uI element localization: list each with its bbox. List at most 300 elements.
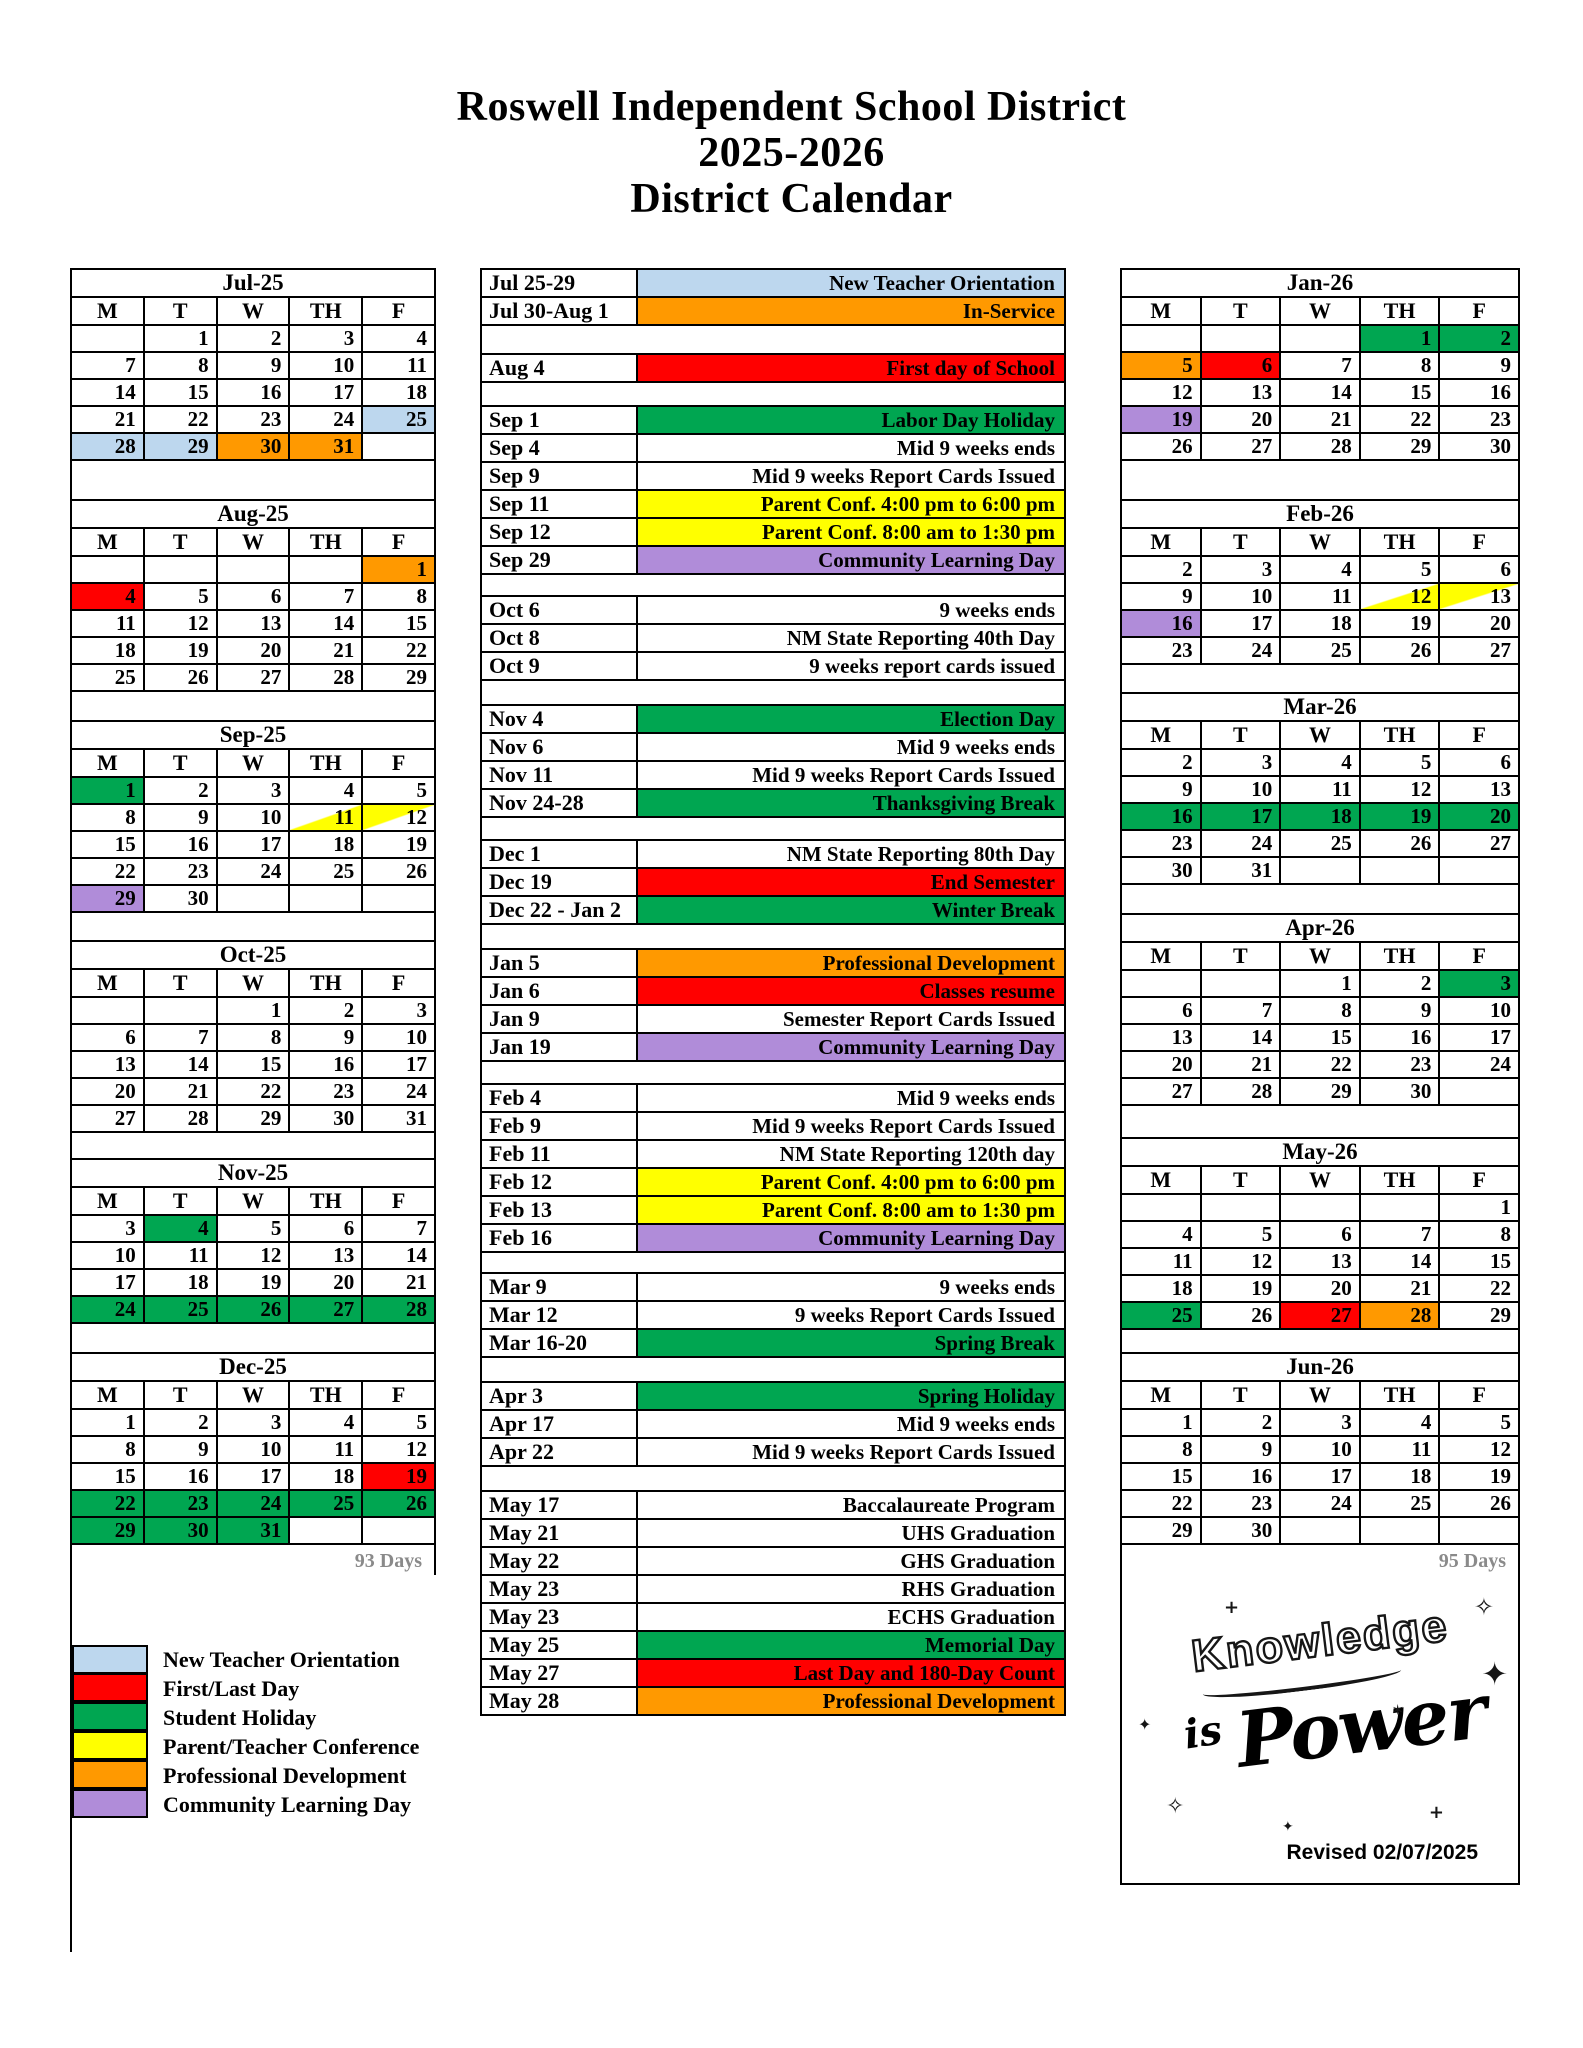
day-cell: 5 bbox=[1360, 749, 1440, 776]
sparkle-icon bbox=[1429, 1802, 1444, 1823]
day-cell: 24 bbox=[289, 406, 362, 433]
weekday-header: T bbox=[144, 749, 217, 777]
event-row bbox=[481, 1273, 1065, 1301]
sparkle-icon bbox=[1391, 1701, 1404, 1719]
day-cell: 25 bbox=[71, 664, 144, 691]
day-cell: 28 bbox=[1201, 1078, 1281, 1105]
day-cell: 25 bbox=[1121, 1302, 1201, 1329]
day-cell: 29 bbox=[1439, 1302, 1519, 1329]
page-title bbox=[0, 84, 1583, 223]
weekday-header: F bbox=[1439, 942, 1519, 970]
day-cell: 2 bbox=[289, 997, 362, 1024]
event-row bbox=[481, 733, 1065, 761]
event-label: Labor Day Holiday bbox=[637, 406, 1065, 434]
day-cell: 6 bbox=[1280, 1221, 1360, 1248]
event-label: Community Learning Day bbox=[637, 1224, 1065, 1252]
day-cell: 31 bbox=[217, 1517, 290, 1544]
week-row bbox=[1121, 1248, 1519, 1275]
day-cell: 15 bbox=[1121, 1463, 1201, 1490]
weekday-header: M bbox=[1121, 942, 1201, 970]
day-cell: 16 bbox=[289, 1051, 362, 1078]
day-cell: 7 bbox=[71, 352, 144, 379]
event-date: Feb 12 bbox=[481, 1168, 637, 1196]
day-cell: 7 bbox=[289, 583, 362, 610]
day-cell: 24 bbox=[1280, 1490, 1360, 1517]
day-cell: 19 bbox=[1201, 1275, 1281, 1302]
weekday-header: T bbox=[1201, 942, 1281, 970]
day-cell bbox=[1360, 857, 1440, 884]
month-apr-26 bbox=[1120, 913, 1520, 1106]
legend-item bbox=[72, 1645, 436, 1674]
weekday-header: T bbox=[1201, 1381, 1281, 1409]
day-cell: 19 bbox=[144, 637, 217, 664]
event-label: UHS Graduation bbox=[637, 1519, 1065, 1547]
weekday-header: M bbox=[1121, 297, 1201, 325]
month-title: Sep-25 bbox=[71, 721, 435, 749]
event-row bbox=[481, 1603, 1065, 1631]
day-cell: 27 bbox=[289, 1296, 362, 1323]
day-cell: 29 bbox=[217, 1105, 290, 1132]
month-may-26 bbox=[1120, 1137, 1520, 1330]
event-row bbox=[481, 705, 1065, 733]
title-line-district: Roswell Independent School District bbox=[456, 84, 1127, 130]
event-row bbox=[481, 652, 1065, 680]
legend-label: Community Learning Day bbox=[163, 1791, 412, 1817]
event-label: Community Learning Day bbox=[637, 1033, 1065, 1061]
day-cell: 26 bbox=[362, 858, 435, 885]
week-row bbox=[1121, 1194, 1519, 1221]
day-cell bbox=[71, 997, 144, 1024]
event-label: Professional Development bbox=[637, 949, 1065, 977]
day-cell: 26 bbox=[144, 664, 217, 691]
month-title: Oct-25 bbox=[71, 941, 435, 969]
day-cell: 6 bbox=[217, 583, 290, 610]
day-cell: 2 bbox=[1201, 1409, 1281, 1436]
event-group bbox=[480, 353, 1066, 383]
event-group bbox=[480, 405, 1066, 575]
day-cell: 18 bbox=[1121, 1275, 1201, 1302]
title-line-year: 2025-2026 bbox=[698, 130, 885, 177]
day-cell bbox=[362, 433, 435, 460]
day-cell: 1 bbox=[1360, 325, 1440, 352]
weekday-header: F bbox=[362, 297, 435, 325]
week-row bbox=[71, 997, 435, 1024]
day-cell: 21 bbox=[144, 1078, 217, 1105]
column-rail bbox=[70, 1133, 436, 1158]
column-rail bbox=[480, 1253, 1066, 1272]
week-row bbox=[1121, 803, 1519, 830]
weekday-header: TH bbox=[289, 1381, 362, 1409]
event-row bbox=[481, 868, 1065, 896]
legend-swatch bbox=[72, 1760, 148, 1789]
event-label: Baccalaureate Program bbox=[637, 1491, 1065, 1519]
day-cell: 18 bbox=[144, 1269, 217, 1296]
legend-swatch bbox=[72, 1789, 148, 1818]
sparkle-icon bbox=[1282, 1819, 1294, 1835]
day-cell: 13 bbox=[1121, 1024, 1201, 1051]
event-label: Mid 9 weeks ends bbox=[637, 1410, 1065, 1438]
day-cell: 30 bbox=[144, 1517, 217, 1544]
event-label: NM State Reporting 80th Day bbox=[637, 840, 1065, 868]
day-cell: 9 bbox=[1201, 1436, 1281, 1463]
week-row bbox=[1121, 1221, 1519, 1248]
event-row bbox=[481, 1631, 1065, 1659]
day-cell bbox=[71, 556, 144, 583]
legend-item bbox=[72, 1790, 436, 1819]
day-cell: 4 bbox=[289, 777, 362, 804]
event-row bbox=[481, 1301, 1065, 1329]
week-row bbox=[1121, 352, 1519, 379]
day-cell: 30 bbox=[1360, 1078, 1440, 1105]
day-cell: 21 bbox=[362, 1269, 435, 1296]
week-row bbox=[71, 777, 435, 804]
day-cell: 14 bbox=[1201, 1024, 1281, 1051]
day-cell: 9 bbox=[217, 352, 290, 379]
day-cell: 28 bbox=[71, 433, 144, 460]
day-cell: 11 bbox=[289, 1436, 362, 1463]
day-cell bbox=[289, 885, 362, 912]
day-cell: 5 bbox=[362, 777, 435, 804]
day-cell: 26 bbox=[1121, 433, 1201, 460]
week-row bbox=[1121, 325, 1519, 352]
event-date: Sep 12 bbox=[481, 518, 637, 546]
day-cell: 11 bbox=[71, 610, 144, 637]
day-cell: 9 bbox=[1360, 997, 1440, 1024]
event-label: Mid 9 weeks Report Cards Issued bbox=[637, 761, 1065, 789]
day-cell: 9 bbox=[1439, 352, 1519, 379]
graphic-word-power: Power bbox=[1231, 1666, 1491, 1785]
event-date: Feb 4 bbox=[481, 1084, 637, 1112]
day-cell: 23 bbox=[289, 1078, 362, 1105]
event-label: 9 weeks ends bbox=[637, 1273, 1065, 1301]
event-date: Oct 8 bbox=[481, 624, 637, 652]
day-cell: 18 bbox=[362, 379, 435, 406]
day-cell: 14 bbox=[144, 1051, 217, 1078]
day-cell: 2 bbox=[1439, 325, 1519, 352]
event-date: Apr 22 bbox=[481, 1438, 637, 1466]
weekday-header: F bbox=[1439, 528, 1519, 556]
event-label: Parent Conf. 8:00 am to 1:30 pm bbox=[637, 518, 1065, 546]
day-cell: 9 bbox=[144, 804, 217, 831]
weekday-header: F bbox=[1439, 721, 1519, 749]
day-cell: 2 bbox=[1121, 749, 1201, 776]
weekday-header: TH bbox=[1360, 942, 1440, 970]
month-jul-25 bbox=[70, 268, 436, 461]
legend-label: Professional Development bbox=[163, 1762, 407, 1788]
knowledge-is-power-graphic bbox=[1132, 1597, 1508, 1827]
event-label: Election Day bbox=[637, 705, 1065, 733]
week-row bbox=[1121, 1051, 1519, 1078]
weekday-header: M bbox=[71, 528, 144, 556]
day-cell bbox=[1439, 1517, 1519, 1544]
day-cell: 17 bbox=[1201, 803, 1281, 830]
event-row bbox=[481, 1140, 1065, 1168]
day-cell: 29 bbox=[71, 1517, 144, 1544]
day-cell: 30 bbox=[289, 1105, 362, 1132]
day-cell: 23 bbox=[1121, 637, 1201, 664]
weekday-header: W bbox=[1280, 528, 1360, 556]
day-cell: 27 bbox=[217, 664, 290, 691]
day-cell: 28 bbox=[144, 1105, 217, 1132]
week-row bbox=[71, 1463, 435, 1490]
day-cell: 12 bbox=[1121, 379, 1201, 406]
day-cell: 28 bbox=[1360, 1302, 1440, 1329]
weekday-header: T bbox=[144, 969, 217, 997]
sparkle-icon bbox=[1474, 1593, 1494, 1621]
month-jun-26 bbox=[1120, 1352, 1520, 1545]
event-label: In-Service bbox=[637, 297, 1065, 325]
column-rail bbox=[70, 913, 436, 940]
weekday-header: F bbox=[362, 1187, 435, 1215]
day-cell: 15 bbox=[71, 1463, 144, 1490]
day-cell: 8 bbox=[71, 804, 144, 831]
day-cell: 9 bbox=[289, 1024, 362, 1051]
day-cell: 7 bbox=[1280, 352, 1360, 379]
week-row bbox=[1121, 433, 1519, 460]
event-date: Mar 12 bbox=[481, 1301, 637, 1329]
event-row bbox=[481, 1196, 1065, 1224]
day-cell: 22 bbox=[71, 858, 144, 885]
weekday-header: T bbox=[1201, 1166, 1281, 1194]
day-cell: 20 bbox=[1201, 406, 1281, 433]
day-cell: 15 bbox=[217, 1051, 290, 1078]
event-date: Oct 6 bbox=[481, 596, 637, 624]
day-cell: 21 bbox=[289, 637, 362, 664]
week-row bbox=[1121, 406, 1519, 433]
weekday-header: M bbox=[1121, 721, 1201, 749]
week-row bbox=[1121, 1275, 1519, 1302]
day-cell: 4 bbox=[289, 1409, 362, 1436]
day-cell: 11 bbox=[1360, 1436, 1440, 1463]
day-cell: 8 bbox=[362, 583, 435, 610]
day-cell bbox=[1121, 325, 1201, 352]
day-cell: 1 bbox=[71, 1409, 144, 1436]
day-cell bbox=[362, 1517, 435, 1544]
day-cell: 10 bbox=[217, 804, 290, 831]
event-label: Parent Conf. 4:00 pm to 6:00 pm bbox=[637, 1168, 1065, 1196]
day-cell: 28 bbox=[1280, 433, 1360, 460]
day-cell: 13 bbox=[71, 1051, 144, 1078]
week-row bbox=[71, 1517, 435, 1544]
event-label: Mid 9 weeks Report Cards Issued bbox=[637, 462, 1065, 490]
day-cell: 5 bbox=[1439, 1409, 1519, 1436]
day-cell: 6 bbox=[1439, 556, 1519, 583]
event-label: Winter Break bbox=[637, 896, 1065, 924]
column-rail bbox=[70, 1324, 436, 1352]
event-date: Apr 3 bbox=[481, 1382, 637, 1410]
event-date: May 25 bbox=[481, 1631, 637, 1659]
event-date: May 21 bbox=[481, 1519, 637, 1547]
day-cell: 19 bbox=[217, 1269, 290, 1296]
day-cell: 15 bbox=[362, 610, 435, 637]
month-title: Aug-25 bbox=[71, 500, 435, 528]
weekday-header: M bbox=[1121, 1166, 1201, 1194]
weekday-header: W bbox=[217, 749, 290, 777]
month-sep-25 bbox=[70, 720, 436, 913]
event-label: 9 weeks ends bbox=[637, 596, 1065, 624]
day-cell: 6 bbox=[71, 1024, 144, 1051]
event-label: Spring Break bbox=[637, 1329, 1065, 1357]
column-rail bbox=[480, 383, 1066, 405]
day-cell: 6 bbox=[289, 1215, 362, 1242]
day-cell: 4 bbox=[362, 325, 435, 352]
weekday-header: W bbox=[217, 528, 290, 556]
day-cell: 14 bbox=[1280, 379, 1360, 406]
day-cell: 22 bbox=[1360, 406, 1440, 433]
event-row bbox=[481, 896, 1065, 924]
month-title: Dec-25 bbox=[71, 1353, 435, 1381]
day-cell: 19 bbox=[1121, 406, 1201, 433]
day-cell: 18 bbox=[1280, 610, 1360, 637]
day-cell: 20 bbox=[1439, 803, 1519, 830]
weekday-header: M bbox=[71, 1381, 144, 1409]
sparkle-icon bbox=[1224, 1597, 1239, 1618]
week-row bbox=[71, 664, 435, 691]
day-cell: 5 bbox=[1360, 556, 1440, 583]
day-cell: 12 bbox=[144, 610, 217, 637]
event-label: Parent Conf. 4:00 pm to 6:00 pm bbox=[637, 490, 1065, 518]
day-cell: 8 bbox=[1121, 1436, 1201, 1463]
week-row bbox=[71, 1242, 435, 1269]
week-row bbox=[71, 433, 435, 460]
event-row bbox=[481, 1410, 1065, 1438]
event-date: May 23 bbox=[481, 1575, 637, 1603]
month-title: Nov-25 bbox=[71, 1159, 435, 1187]
day-cell: 3 bbox=[289, 325, 362, 352]
event-row bbox=[481, 840, 1065, 868]
column-rail bbox=[480, 1467, 1066, 1490]
day-cell: 21 bbox=[1280, 406, 1360, 433]
event-label: ECHS Graduation bbox=[637, 1603, 1065, 1631]
week-row bbox=[1121, 1409, 1519, 1436]
event-label: 9 weeks Report Cards Issued bbox=[637, 1301, 1065, 1329]
week-row bbox=[71, 583, 435, 610]
day-cell: 12 bbox=[217, 1242, 290, 1269]
day-cell: 18 bbox=[289, 831, 362, 858]
day-cell: 3 bbox=[217, 1409, 290, 1436]
day-cell: 17 bbox=[217, 831, 290, 858]
day-cell bbox=[217, 885, 290, 912]
event-label: Thanksgiving Break bbox=[637, 789, 1065, 817]
event-date: Aug 4 bbox=[481, 354, 637, 382]
event-group bbox=[480, 268, 1066, 326]
weekday-header: TH bbox=[289, 1187, 362, 1215]
week-row bbox=[71, 406, 435, 433]
legend-swatch bbox=[72, 1645, 148, 1674]
day-cell: 10 bbox=[362, 1024, 435, 1051]
day-cell: 6 bbox=[1439, 749, 1519, 776]
legend-label: New Teacher Orientation bbox=[163, 1646, 400, 1672]
day-cell bbox=[1201, 1194, 1281, 1221]
event-row bbox=[481, 624, 1065, 652]
event-group bbox=[480, 839, 1066, 925]
day-cell: 5 bbox=[362, 1409, 435, 1436]
day-cell: 30 bbox=[1439, 433, 1519, 460]
event-date: Nov 11 bbox=[481, 761, 637, 789]
event-label: Mid 9 weeks ends bbox=[637, 434, 1065, 462]
weekday-header: F bbox=[1439, 1381, 1519, 1409]
month-title: Feb-26 bbox=[1121, 500, 1519, 528]
day-cell: 24 bbox=[71, 1296, 144, 1323]
day-cell: 20 bbox=[289, 1269, 362, 1296]
event-row bbox=[481, 596, 1065, 624]
day-cell bbox=[289, 1517, 362, 1544]
day-cell: 9 bbox=[1121, 583, 1201, 610]
day-cell: 24 bbox=[362, 1078, 435, 1105]
column-rail bbox=[480, 681, 1066, 704]
week-row bbox=[1121, 610, 1519, 637]
day-cell: 5 bbox=[1121, 352, 1201, 379]
day-cell: 14 bbox=[362, 1242, 435, 1269]
right-months-mount bbox=[1120, 268, 1520, 1545]
event-label: First day of School bbox=[637, 354, 1065, 382]
sparkle-icon bbox=[1166, 1794, 1184, 1819]
week-row bbox=[1121, 1024, 1519, 1051]
event-date: Sep 11 bbox=[481, 490, 637, 518]
event-row bbox=[481, 518, 1065, 546]
month-title: Jun-26 bbox=[1121, 1353, 1519, 1381]
day-cell: 23 bbox=[144, 858, 217, 885]
column-rail bbox=[480, 1062, 1066, 1083]
day-cell: 16 bbox=[1360, 1024, 1440, 1051]
day-cell: 22 bbox=[362, 637, 435, 664]
weekday-header: T bbox=[144, 1381, 217, 1409]
event-date: Nov 4 bbox=[481, 705, 637, 733]
day-cell: 23 bbox=[1439, 406, 1519, 433]
weekday-header: TH bbox=[1360, 1381, 1440, 1409]
event-row bbox=[481, 1033, 1065, 1061]
column-rail bbox=[480, 575, 1066, 595]
event-group bbox=[480, 704, 1066, 818]
week-row bbox=[1121, 1490, 1519, 1517]
graphic-word-is: is bbox=[1180, 1706, 1226, 1759]
event-date: Nov 24-28 bbox=[481, 789, 637, 817]
day-cell: 20 bbox=[217, 637, 290, 664]
day-cell: 30 bbox=[1121, 857, 1201, 884]
event-row bbox=[481, 977, 1065, 1005]
day-cell: 11 bbox=[362, 352, 435, 379]
event-date: Apr 17 bbox=[481, 1410, 637, 1438]
event-row bbox=[481, 490, 1065, 518]
day-cell: 23 bbox=[144, 1490, 217, 1517]
day-cell: 18 bbox=[289, 1463, 362, 1490]
weekday-header: T bbox=[144, 528, 217, 556]
event-row bbox=[481, 1382, 1065, 1410]
day-cell: 10 bbox=[217, 1436, 290, 1463]
day-cell bbox=[144, 997, 217, 1024]
event-row bbox=[481, 269, 1065, 297]
month-title: Jan-26 bbox=[1121, 269, 1519, 297]
month-aug-25 bbox=[70, 499, 436, 692]
weekday-header: M bbox=[1121, 528, 1201, 556]
day-cell: 16 bbox=[144, 1463, 217, 1490]
day-cell: 24 bbox=[1439, 1051, 1519, 1078]
graphic-word-knowledge: Knowledge bbox=[1188, 1599, 1452, 1682]
day-cell: 22 bbox=[217, 1078, 290, 1105]
day-cell: 4 bbox=[1360, 1409, 1440, 1436]
column-rail bbox=[480, 925, 1066, 948]
week-row bbox=[1121, 1302, 1519, 1329]
day-cell: 23 bbox=[1360, 1051, 1440, 1078]
day-cell: 21 bbox=[71, 406, 144, 433]
week-row bbox=[71, 1409, 435, 1436]
event-group bbox=[480, 1272, 1066, 1358]
weekday-header: TH bbox=[289, 969, 362, 997]
weekday-header: M bbox=[71, 749, 144, 777]
day-cell: 22 bbox=[144, 406, 217, 433]
weekday-header: M bbox=[1121, 1381, 1201, 1409]
day-cell bbox=[1280, 325, 1360, 352]
